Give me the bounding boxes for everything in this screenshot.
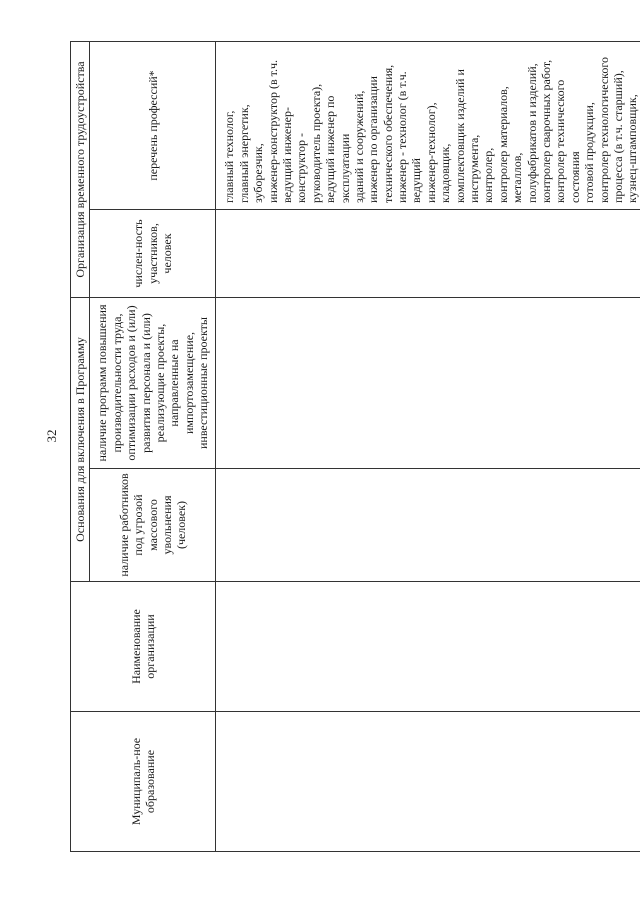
list-item: главный энергетик, (236, 104, 251, 203)
list-item: контролер технического состояния (553, 79, 582, 203)
list-item: готовой продукции, (582, 102, 597, 203)
header-professions: перечень профессий* (90, 41, 216, 209)
cell-organization (216, 582, 640, 712)
list-item: ведущий инженер-конструктор - (279, 107, 309, 203)
list-item: инженер-технолог), (423, 102, 438, 203)
profession-list (218, 46, 639, 205)
list-item: инженер-конструктор (в т.ч. (265, 59, 280, 203)
header-participants-count: числен-ность участников, человек (90, 210, 216, 298)
list-item: процесса (в т.ч. старший), (610, 70, 625, 203)
list-item: главный технолог, (222, 110, 237, 203)
list-item: кузнец-штамповщик, (625, 94, 640, 203)
list-item: контролер материалов, металлов, (495, 86, 525, 203)
cell-municipality (216, 712, 640, 852)
list-item: зданий и сооружений, (351, 90, 366, 203)
cell-threat-of-layoff (216, 469, 640, 582)
list-item: инженер по организации (366, 76, 381, 203)
page-number: 32 (44, 429, 59, 443)
cell-professions (216, 41, 640, 209)
header-municipality: Муниципаль-ное образование (71, 712, 216, 852)
cell-programs (216, 298, 640, 469)
table-row (216, 41, 640, 851)
list-item: инженер - технолог (в т.ч. ведущий (395, 71, 424, 203)
rotated-table-container (70, 42, 640, 852)
list-item: контролер технологического (596, 56, 611, 203)
header-threat-of-layoff: наличие работников под угрозой массового увольнения (человек) (90, 469, 216, 582)
list-item: зуборезчик, (251, 143, 266, 203)
list-item: кладовщик, (438, 143, 453, 203)
header-programs: наличие программ повышения производительности труда, оптимизации расходов и (или) развития персонала и (или) реализующие проекты, направленные на импортозамещение, инвестиционные проекты (90, 298, 216, 469)
header-temp-employment-group: Организация временного трудоустройства (71, 41, 90, 297)
list-item: технического обеспечения, (380, 64, 395, 203)
list-item: полуфабрикатов и изделий, (524, 63, 539, 203)
list-item: инструмента, (467, 134, 482, 203)
list-item: контролер сварочных работ, (538, 59, 553, 203)
list-item: ведущий инженер по эксплуатации (323, 95, 352, 203)
list-item: руководитель проекта), (308, 83, 323, 203)
program-table (70, 41, 640, 852)
cell-participants-count (216, 210, 640, 298)
list-item: комплектовщик изделий и (452, 69, 467, 203)
header-grounds-group: Основания для включения в Программу (71, 298, 90, 582)
header-organization: Наименование организации (71, 582, 216, 712)
list-item: контролер, (481, 147, 496, 203)
